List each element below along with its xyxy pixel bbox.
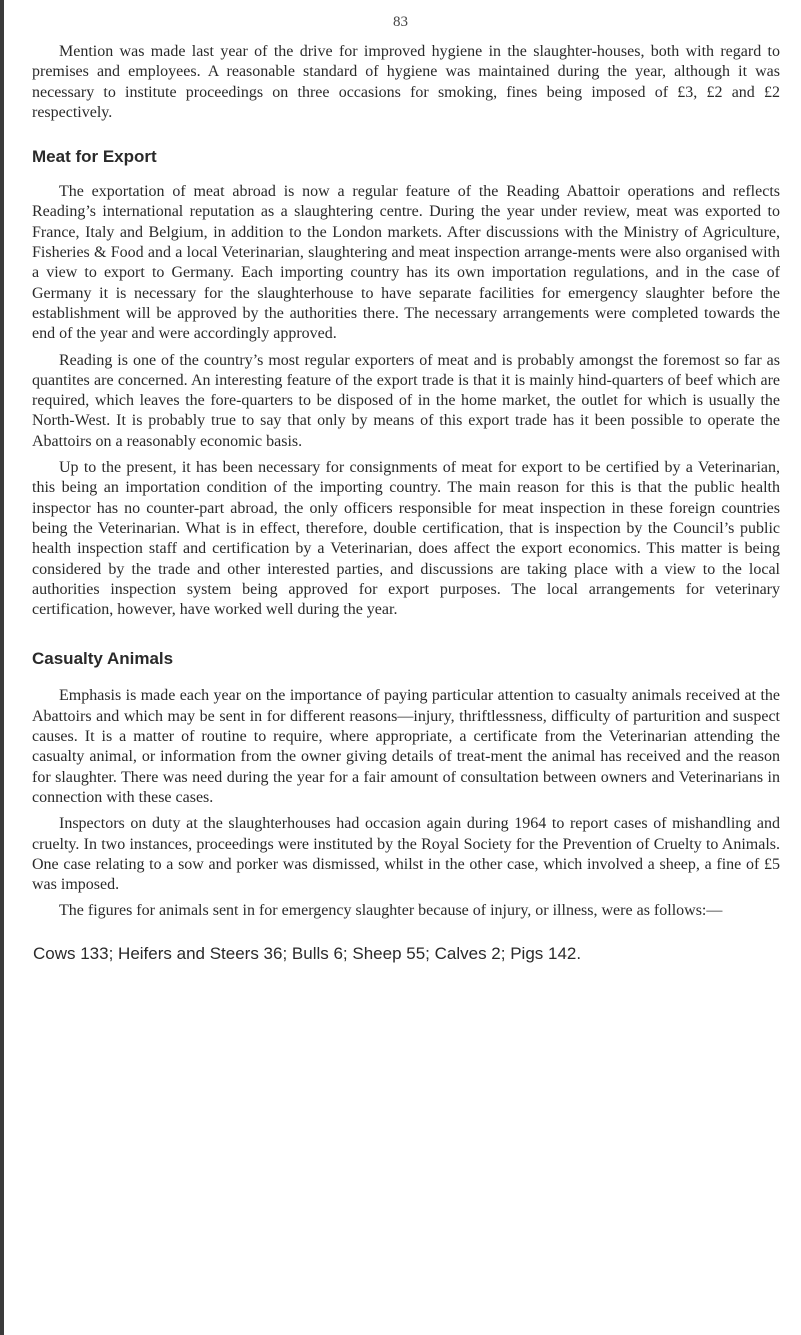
export-paragraph-3: Up to the present, it has been necessary for consignments of meat for export to be certified by a Veterinarian, this being an importation condition of the importing country. The main reason for this is that the public health inspector has no counter-part abroad, the only officers responsible for meat inspection in these foreign countries being the Veterinarian. What is in effect, therefore, double certification, that is inspection by the Council’s public health inspection staff and certification by a Veterinarian, does affect the export economics. This matter is being considered by the trade and other interested parties, and discussions are taking place with a view to the local authorities inspection system being approved for export purposes. The local arrangements for veterinary certification, however, have worked well during the year. (32, 459, 780, 619)
page-edge-shadow (0, 0, 4, 1335)
export-paragraph-1: The exportation of meat abroad is now a regular feature of the Reading Abattoir operations and reflects Reading’s international reputation as a slaughtering centre. During the year under review, meat was exported to France, Italy and Belgium, in addition to the London markets. After discussions with the Ministry of Agriculture, Fisheries & Food and a local Veterinarian, slaughtering and meat inspection arrange-ments were also organised with a view to export to Germany. Each importing country has its own importation regulations, and in the case of Germany it is necessary for the slaughterhouse to have separate facilities for emergency slaughter before the establishment will be approved by the authorities there. The necessary arrangements were completed towards the end of the year and were accordingly approved. (32, 183, 780, 343)
intro-paragraph: Mention was made last year of the drive for improved hygiene in the slaughter-houses, both with regard to premises and employees. A reasonable standard of hygiene was maintained during the year, although it was necessary to institute proceedings on three occasions for smoking, fines being imposed of £3, £2 and £2 respectively. (32, 43, 780, 121)
page-number: 83 (393, 14, 408, 30)
casualty-paragraph-1: Emphasis is made each year on the importance of paying particular attention to casualty animals received at the Abattoirs and which may be sent in for different reasons—injury, thriftlessness, difficulty of parturition and suspect causes. It is a matter of routine to require, where appropriate, a certificate from the Veterinarian attending the casualty animal, or information from the owner giving details of treat-ment the animal has received and the reason for slaughter. There was need during the year for a fair amount of consultation between owners and Veterinarians in connection with these cases. (32, 687, 780, 806)
heading-casualty-animals: Casualty Animals (32, 649, 174, 669)
heading-meat-for-export: Meat for Export (32, 147, 157, 167)
casualty-paragraph-3: The figures for animals sent in for emergency slaughter because of injury, or illness, were as follows:— (59, 902, 723, 920)
emergency-slaughter-figures: Cows 133; Heifers and Steers 36; Bulls 6; Sheep 55; Calves 2; Pigs 142. (33, 943, 582, 963)
casualty-paragraph-2: Inspectors on duty at the slaughterhouses had occasion again during 1964 to report cases of mishandling and cruelty. In two instances, proceedings were instituted by the Royal Society for the Prevention of Cruelty to Animals. One case relating to a sow and porker was dismissed, whilst in the other case, which involved a sheep, a fine of £5 was imposed. (32, 815, 780, 894)
document-body (32, 40, 780, 965)
export-paragraph-2: Reading is one of the country’s most regular exporters of meat and is probably amongst the foremost so far as quantites are concerned. An interesting feature of the export trade is that it is mainly hind-quarters of beef which are required, which leaves the fore-quarters to be disposed of in the home market, the outlet for which is usually the North-West. It is probably true to say that only by means of this export trade has it been possible to operate the Abattoirs on a reasonably economic basis. (32, 351, 780, 450)
